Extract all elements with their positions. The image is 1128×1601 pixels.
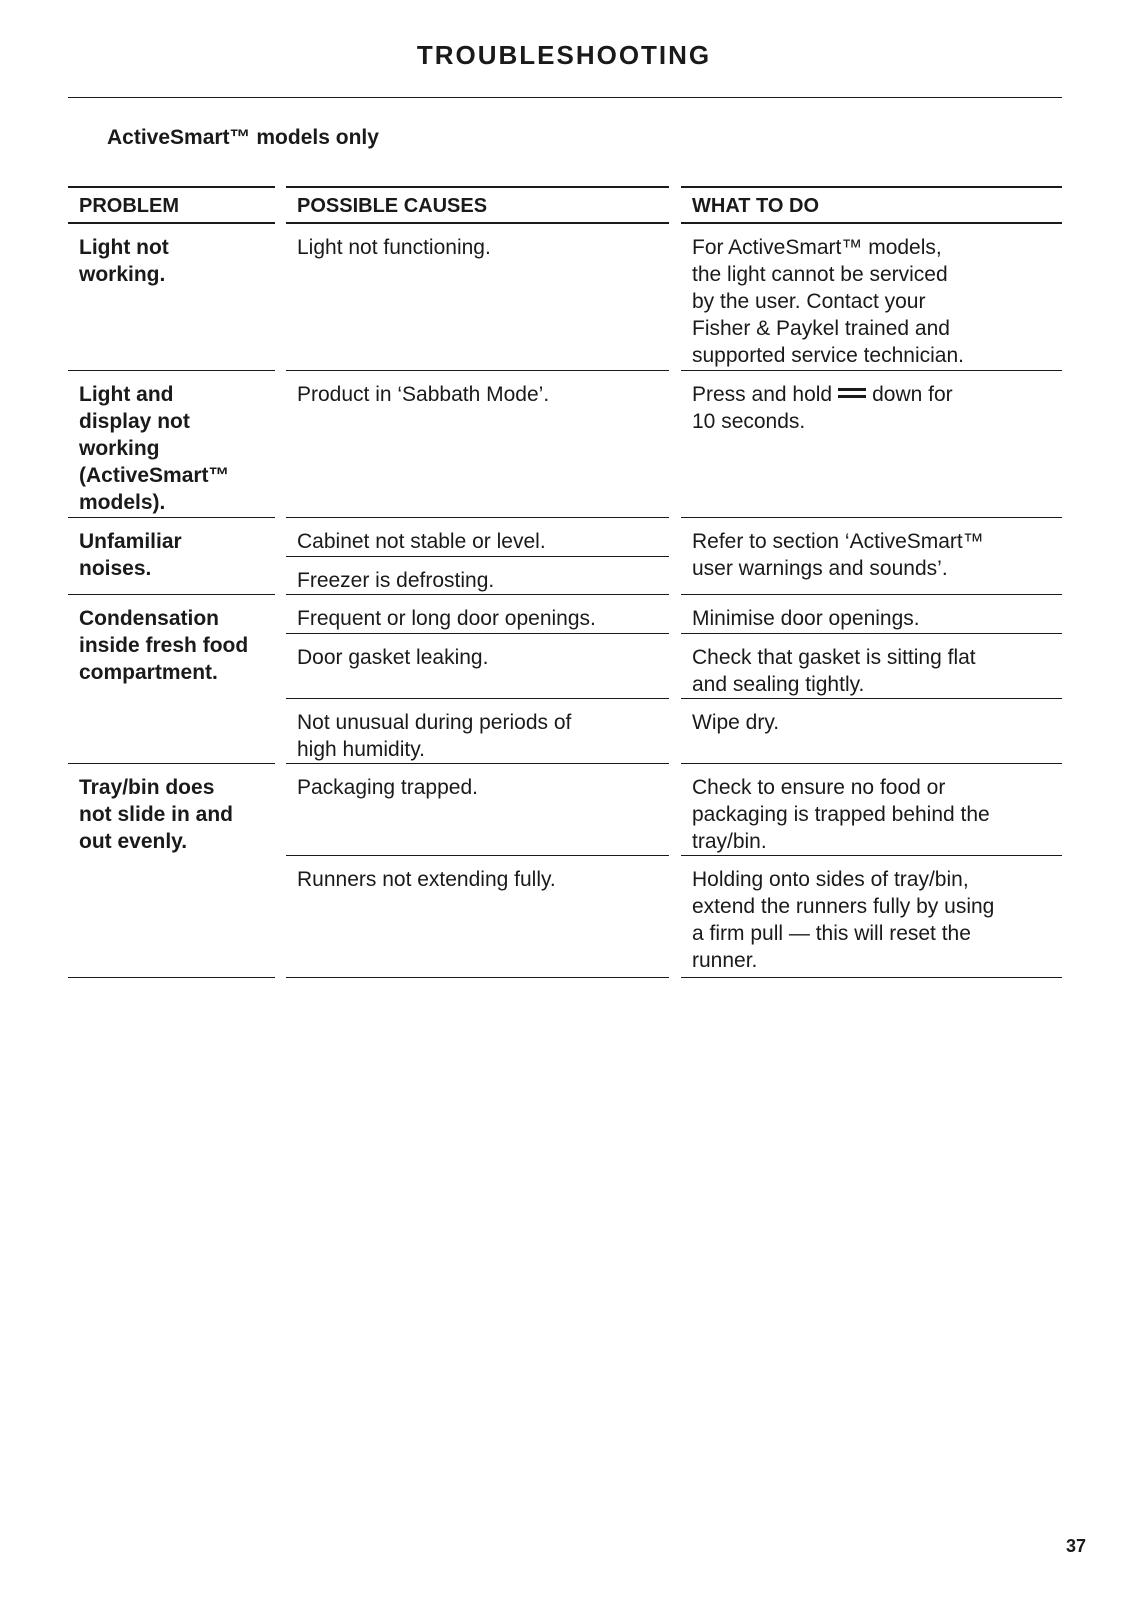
- cause-packaging-trapped: Packaging trapped.: [286, 764, 669, 856]
- problem-unfamiliar-noises: Unfamiliar noises.: [68, 518, 275, 595]
- column-header-what-to-do: WHAT TO DO: [681, 186, 1062, 224]
- sabbath-button-icon: [838, 386, 866, 400]
- action-sabbath-duration: 10 seconds.: [692, 410, 806, 433]
- cause-light-not-functioning: Light not functioning.: [286, 224, 669, 371]
- action-sabbath: [681, 371, 1062, 518]
- problem-tray-bin: Tray/bin does not slide in and out evenly.: [68, 764, 275, 978]
- cause-cabinet-not-level: Cabinet not stable or level.: [286, 518, 669, 557]
- cause-freezer-defrosting: Freezer is defrosting.: [286, 557, 669, 595]
- section-subtitle: ActiveSmart™ models only: [107, 126, 379, 149]
- title-divider: [68, 97, 1062, 98]
- action-check-gasket: Check that gasket is sitting flat and sealing tightly.: [681, 634, 1062, 699]
- page-number: 37: [1065, 1536, 1086, 1556]
- action-sabbath-text-start: Press and hold: [692, 383, 833, 406]
- cause-door-openings: Frequent or long door openings.: [286, 595, 669, 634]
- action-check-packaging: Check to ensure no food or packaging is trapped behind the tray/bin.: [681, 764, 1062, 856]
- action-wipe-dry: Wipe dry.: [681, 699, 1062, 764]
- cause-gasket-leaking: Door gasket leaking.: [286, 634, 669, 699]
- problem-condensation: Condensation inside fresh food compartment.: [68, 595, 275, 764]
- column-header-problem: PROBLEM: [68, 186, 275, 224]
- cause-runners: Runners not extending fully.: [286, 856, 669, 978]
- action-extend-runners: Holding onto sides of tray/bin, extend the runners fully by using a firm pull — this will reset the runner.: [681, 856, 1062, 978]
- action-sabbath-text-end: down for: [872, 383, 953, 406]
- action-minimise-openings: Minimise door openings.: [681, 595, 1062, 634]
- column-header-causes: POSSIBLE CAUSES: [286, 186, 669, 224]
- problem-light-not-working: Light not working.: [68, 224, 275, 371]
- action-refer-section: Refer to section ‘ActiveSmart™ user warnings and sounds’.: [681, 518, 1062, 595]
- page-title: TROUBLESHOOTING: [416, 40, 712, 70]
- cause-high-humidity: Not unusual during periods of high humidity.: [286, 699, 669, 764]
- cause-sabbath-mode: Product in ‘Sabbath Mode’.: [286, 371, 669, 518]
- problem-light-display: Light and display not working (ActiveSmart™ models).: [68, 371, 275, 518]
- action-contact-technician: For ActiveSmart™ models, the light cannot be serviced by the user. Contact your Fisher & Paykel trained and supported service technician.: [681, 224, 1062, 371]
